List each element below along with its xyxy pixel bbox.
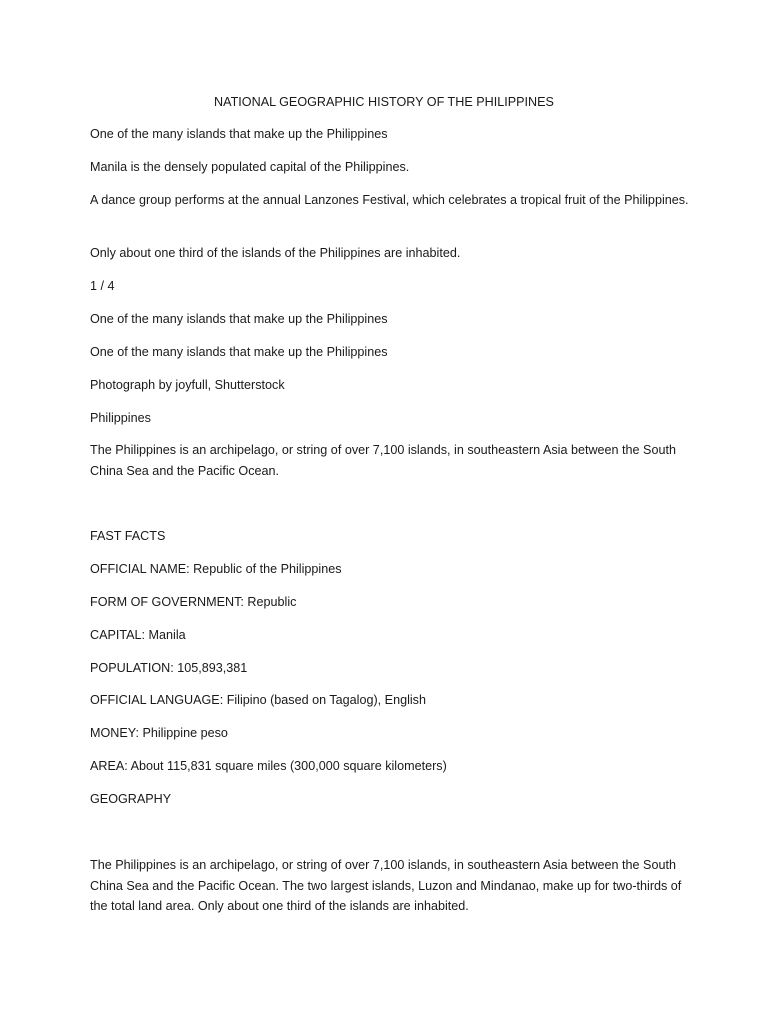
photo-credit: Photograph by joyfull, Shutterstock [90, 378, 285, 392]
caption-manila: Manila is the densely populated capital of the Philippines. [90, 160, 410, 174]
document-title: NATIONAL GEOGRAPHIC HISTORY OF THE PHILIPPINES [214, 95, 554, 109]
fact-population: POPULATION: 105,893,381 [90, 661, 248, 675]
fact-form-of-government: FORM OF GOVERNMENT: Republic [90, 595, 297, 609]
geography-heading: GEOGRAPHY [90, 792, 172, 806]
caption-inhabited: Only about one third of the islands of the Philippines are inhabited. [90, 246, 461, 260]
fact-official-name: OFFICIAL NAME: Republic of the Philippines [90, 562, 342, 576]
fast-facts-heading: FAST FACTS [90, 529, 166, 543]
fact-official-language: OFFICIAL LANGUAGE: Filipino (based on Tagalog), English [90, 693, 426, 707]
fact-capital: CAPITAL: Manila [90, 628, 186, 642]
image-caption: One of the many islands that make up the Philippines [90, 345, 388, 359]
caption-islands: One of the many islands that make up the Philippines [90, 127, 388, 141]
country-heading: Philippines [90, 411, 151, 425]
geography-paragraph: The Philippines is an archipelago, or string of over 7,100 islands, in southeastern Asia between the South China Sea and the Pacific Ocean. The two largest islands, Luzon and Mindanao, make up for two-thirds of the total land area. Only about one third of the islands are inhabited. [90, 858, 682, 913]
intro-paragraph: The Philippines is an archipelago, or string of over 7,100 islands, in southeastern Asia between the South China Sea and the Pacific Ocean. [90, 443, 676, 478]
image-alt-text: One of the many islands that make up the Philippines [90, 312, 388, 326]
fact-area: AREA: About 115,831 square miles (300,000 square kilometers) [90, 759, 447, 773]
caption-lanzones-festival: A dance group performs at the annual Lanzones Festival, which celebrates a tropical fruit of the Philippines. [90, 193, 689, 207]
slide-counter: 1 / 4 [90, 279, 115, 293]
fact-money: MONEY: Philippine peso [90, 726, 228, 740]
